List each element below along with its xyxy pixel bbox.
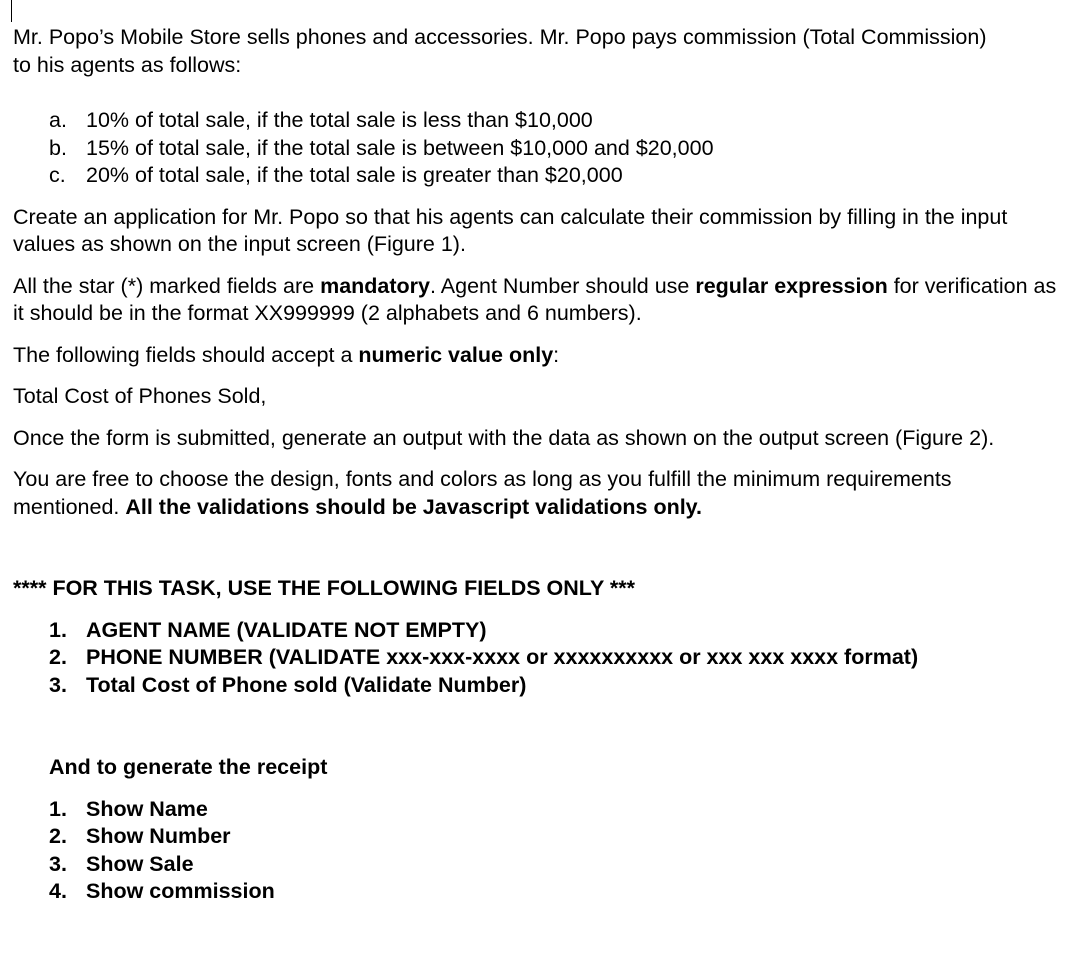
numeric-paragraph — [13, 342, 1063, 370]
list-item-text: PHONE NUMBER (VALIDATE xxx-xxx-xxxx or xxxxxxxxxx or xxx xxx xxxx format) — [86, 645, 919, 669]
mandatory-text-1: All the star (*) marked fields are — [13, 273, 321, 298]
output-paragraph: Once the form is submitted, generate an output with the data as shown on the output screen (Figure 2). — [13, 425, 995, 450]
design-paragraph — [13, 466, 1013, 521]
mandatory-text-2: . Agent Number should use — [430, 273, 696, 298]
list-item — [13, 672, 1063, 700]
list-marker: 1. — [49, 617, 67, 642]
mandatory-text-3: for verification as it should be in the format XX999999 (2 alphabets and 6 numbers). — [13, 273, 1057, 325]
commission-rules-list — [13, 107, 1063, 190]
task-fields-list — [13, 617, 1063, 700]
list-item-text: Show Name — [86, 796, 208, 821]
list-marker: c. — [49, 163, 66, 187]
list-item — [13, 644, 1063, 672]
list-item-text: 10% of total sale, if the total sale is less than $10,000 — [86, 108, 593, 132]
list-item — [13, 162, 1063, 190]
receipt-items-list — [13, 796, 1063, 906]
task-heading: **** FOR THIS TASK, USE THE FOLLOWING FIELDS ONLY *** — [13, 576, 635, 600]
list-item-text: AGENT NAME (VALIDATE NOT EMPTY) — [86, 617, 487, 642]
design-text-1: You are free to choose the design, fonts and colors as long as you fulfill the minimum requirements mentioned. — [13, 467, 952, 519]
list-item — [13, 851, 1063, 879]
list-item-text: Total Cost of Phone sold (Validate Number) — [86, 672, 527, 697]
list-marker: 2. — [49, 824, 67, 848]
list-marker: 3. — [49, 672, 67, 697]
list-marker: 4. — [49, 879, 67, 903]
mandatory-bold-1: mandatory — [320, 273, 431, 298]
list-marker: a. — [49, 108, 67, 132]
numeric-text-2: : — [553, 342, 560, 367]
list-item-text: Show Number — [86, 824, 231, 848]
document-body — [13, 24, 1063, 906]
numeric-bold-1: numeric value only — [358, 342, 554, 367]
list-item — [13, 617, 1063, 645]
list-marker: 2. — [49, 645, 67, 669]
list-item-text: 20% of total sale, if the total sale is greater than $20,000 — [86, 163, 623, 187]
design-bold-1: All the validations should be Javascript validations only. — [125, 494, 703, 519]
list-item — [13, 878, 1063, 906]
list-marker: 1. — [49, 796, 67, 821]
text-cursor — [11, 0, 12, 22]
numeric-text-1: The following fields should accept a — [13, 342, 359, 367]
intro-paragraph: Mr. Popo’s Mobile Store sells phones and accessories. Mr. Popo pays commission (Total Commission) to his agents as follows: — [13, 25, 987, 77]
create-app-paragraph: Create an application for Mr. Popo so that his agents can calculate their commission by filling in the input values as shown on the input screen (Figure 1). — [13, 204, 1008, 256]
list-item — [13, 823, 1063, 851]
list-item — [13, 135, 1063, 163]
receipt-heading: And to generate the receipt — [49, 755, 328, 779]
numeric-field-paragraph: Total Cost of Phones Sold, — [13, 384, 267, 408]
mandatory-bold-2: regular expression — [695, 273, 888, 298]
list-marker: 3. — [49, 851, 67, 876]
list-marker: b. — [49, 135, 67, 160]
list-item — [13, 796, 1063, 824]
mandatory-paragraph — [13, 273, 1063, 328]
list-item-text: Show Sale — [86, 851, 194, 876]
list-item-text: 15% of total sale, if the total sale is between $10,000 and $20,000 — [86, 135, 714, 160]
list-item — [13, 107, 1063, 135]
list-item-text: Show commission — [86, 879, 275, 903]
